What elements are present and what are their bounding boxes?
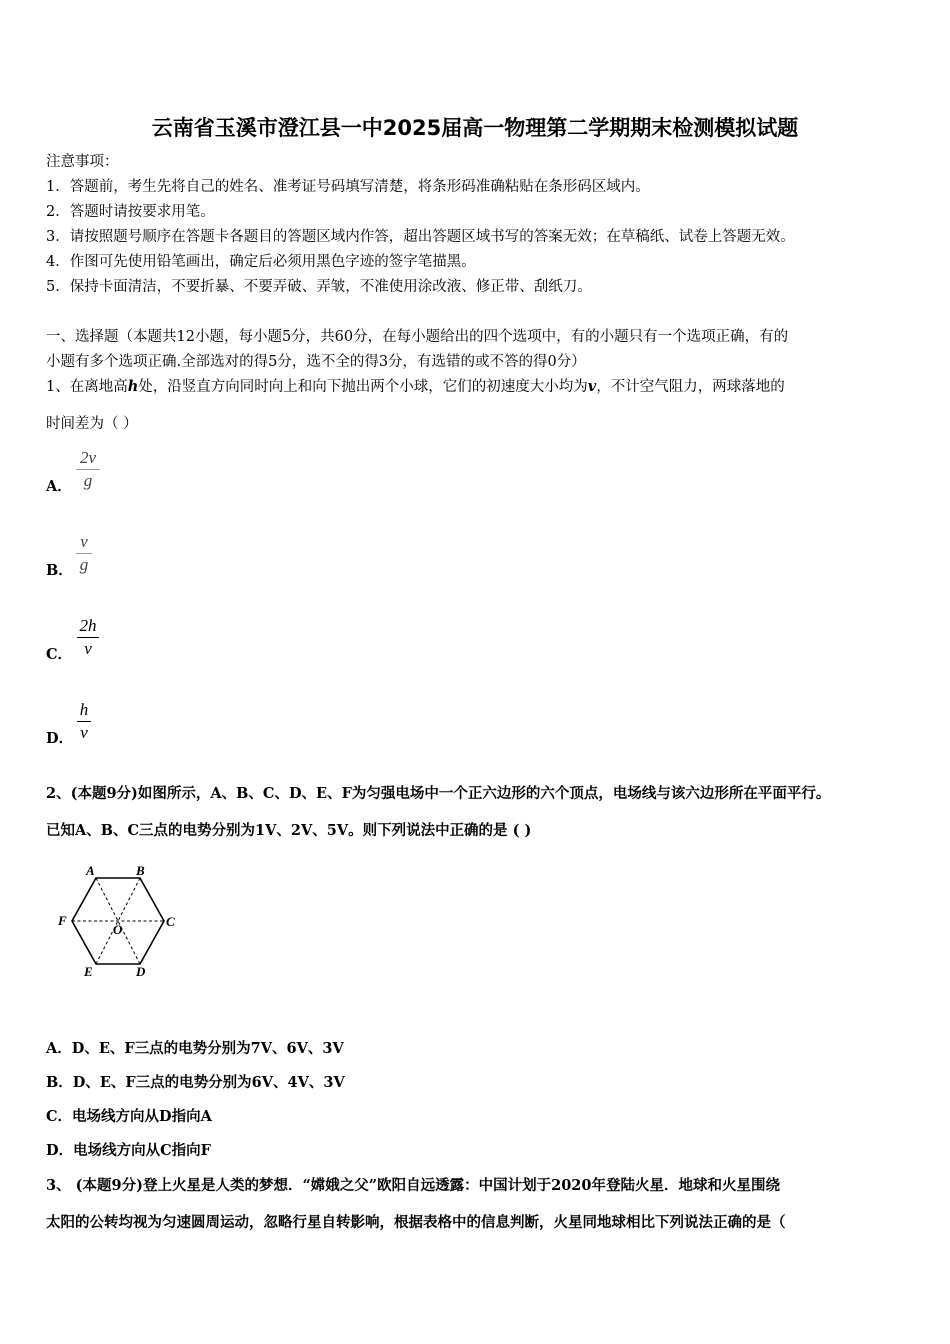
q1-option-a-numerator: 2v [79,448,97,467]
q1-option-c-numerator: 2h [79,616,97,635]
center-label-o: O [113,922,123,937]
q1-stem-part-b: 处，沿竖直方向同时向上和向下抛出两个小球，它们的初速度大小均为 [138,379,588,395]
q2-stem-line-2: 已知A、B、C三点的电势分别为1V、2V、5V。则下列说法中正确的是 ( ) [46,822,532,839]
q1-option-a-label: A． [46,478,72,495]
notice-heading: 注意事项： [46,154,119,170]
vertex-label-b: B [136,863,145,878]
q1-stem-part-c: ，不计空气阻力，两球落地的 [596,379,785,395]
q1-option-d-label: D． [46,730,74,747]
q1-stem-part-a: 1、在离地高 [46,379,128,395]
q1-option-d-numerator: h [79,700,89,719]
q1-option-b-numerator: v [80,532,88,551]
q1-option-c-denominator: v [84,639,92,658]
notice-item-2: 2．答题时请按要求用笔。 [46,204,215,220]
q1-stem-line-1 [46,378,785,396]
q1-option-a-fraction [76,448,100,491]
q1-option-b-fraction [76,532,92,575]
q2-option-d: D．电场线方向从C指向F [46,1142,211,1159]
q1-option-b-label: B． [46,562,73,579]
vertex-label-c: C [166,914,175,929]
q2-stem-line-1: 2、(本题9分)如图所示，A、B、C、D、E、F为匀强电场中一个正六边形的六个顶点，电场线与该六边形所在平面平行。 [46,785,831,802]
q1-var-v: v [587,378,597,395]
q1-var-h: h [127,378,139,395]
vertex-label-e: E [84,964,93,979]
q1-option-d-fraction [77,700,91,743]
q2-option-c: C．电场线方向从D指向A [46,1108,212,1125]
notice-item-3: 3．请按照题号顺序在答题卡各题目的答题区域内作答，超出答题区域书写的答案无效；在草稿纸、试卷上答题无效。 [46,229,795,245]
notice-item-4: 4．作图可先使用铅笔画出，确定后必须用黑色字迹的签字笔描黑。 [46,254,476,270]
section-intro-line-1: 一、选择题（本题共12小题，每小题5分，共60分，在每小题给出的四个选项中，有的小题只有一个选项正确，有的 [46,329,789,345]
q2-option-a: A．D、E、F三点的电势分别为7V、6V、3V [46,1040,344,1057]
q1-option-b-denominator: g [79,555,89,574]
vertex-label-a: A [86,863,95,878]
q1-option-c-label: C． [46,646,73,663]
q3-stem-line-2: 太阳的公转均视为匀速圆周运动，忽略行星自转影响，根据表格中的信息判断，火星同地球相比下列说法正确的是（ [46,1214,786,1231]
vertex-label-f: F [58,913,67,928]
vertex-label-d: D [136,964,146,979]
q1-option-c-fraction [77,616,99,659]
q1-stem-line-2: 时间差为（ ） [46,416,138,432]
q2-option-b: B．D、E、F三点的电势分别为6V、4V、3V [46,1074,345,1091]
q1-option-a-denominator: g [83,471,93,490]
q1-option-d-denominator: v [80,723,88,742]
notice-item-1: 1．答题前，考生先将自己的姓名、准考证号码填写清楚，将条形码准确粘贴在条形码区域内。 [46,179,650,195]
hexagon-figure [54,860,184,984]
notice-item-5: 5．保持卡面清洁，不要折暴、不要弄破、弄皱，不准使用涂改液、修正带、刮纸刀。 [46,279,592,295]
q3-stem-line-1: 3、 (本题9分)登上火星是人类的梦想．“嫦娥之父”欧阳自远透露：中国计划于2020年登陆火星．地球和火星围绕 [46,1177,780,1194]
section-intro-line-2: 小题有多个选项正确.全部选对的得5分，选不全的得3分，有选错的或不答的得0分） [46,354,586,370]
page-title: 云南省玉溪市澄江县一中2025届高一物理第二学期期末检测模拟试题 [151,116,799,140]
